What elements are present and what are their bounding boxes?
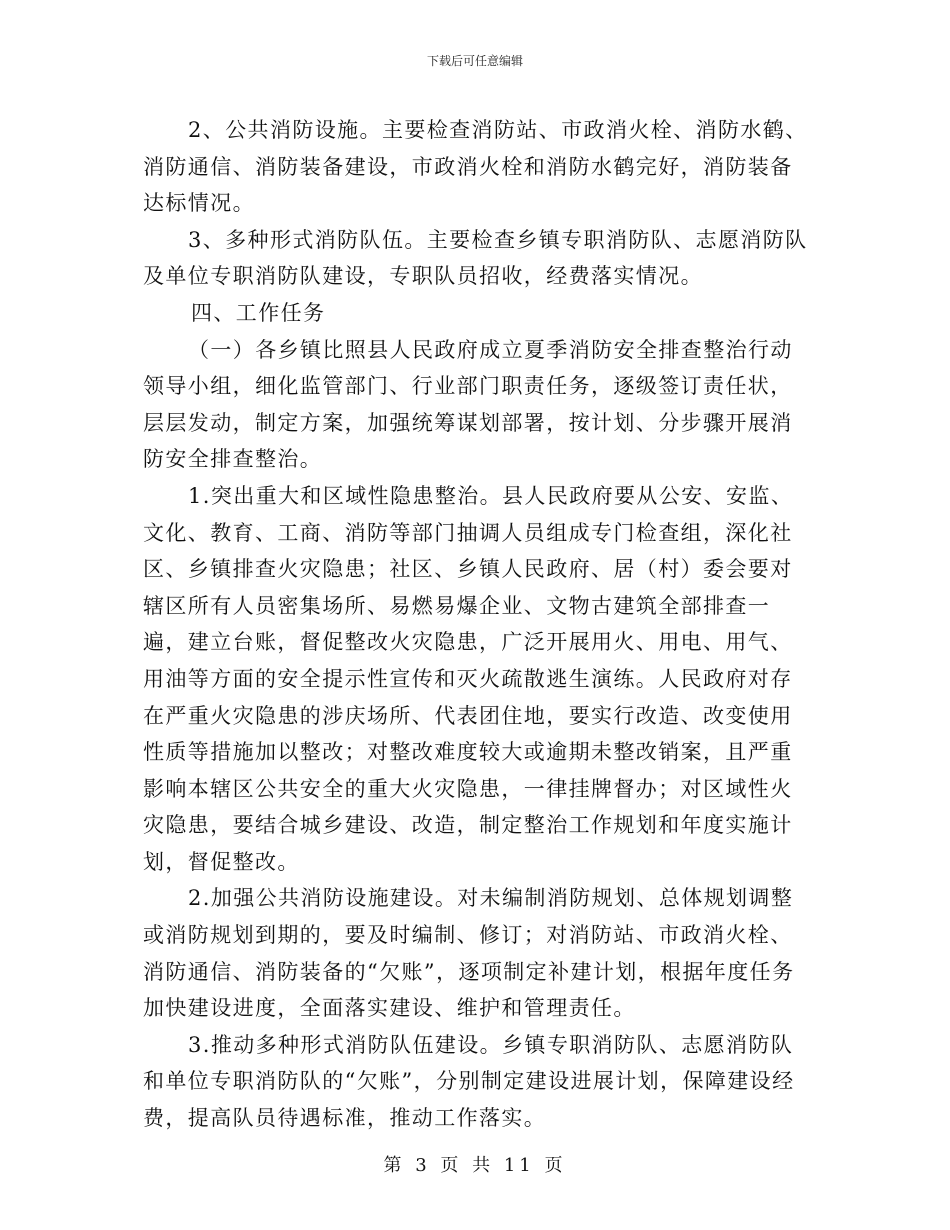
paragraph-hazard-rectification: 1.突出重大和区域性隐患整治。县人民政府要从公安、安监、文化、教育、工商、消防等部门抽调人员组成专门检查组，深化社区、乡镇排查火灾隐患；社区、乡镇人民政府、居（村）委会要对辖区所有人员密集场所、易燃易爆企业、文物古建筑全部排查一遍，建立台账，督促整改火灾隐患，广泛开展用火、用电、用气、用油等方面的安全提示性宣传和灭火疏散逃生演练。人民政府对存在严重火灾隐患的涉庆场所、代表团住地，要实行改造、改变使用性质等措施加以整改；对整改难度较大或逾期未整改销案，且严重影响本辖区公共安全的重大火灾隐患，一律挂牌督办；对区域性火灾隐患，要结合城乡建设、改造，制定整治工作规划和年度实施计划，督促整改。 <box>143 483 794 874</box>
paragraph-township-leadership: （一）各乡镇比照县人民政府成立夏季消防安全排查整治行动领导小组，细化监管部门、行业部门职责任务，逐级签订责任状，层层发动，制定方案，加强统筹谋划部署，按计划、分步骤开展消防安全排查整治。 <box>143 337 793 472</box>
paragraph-team-construction: 3.推动多种形式消防队伍建设。乡镇专职消防队、志愿消防队和单位专职消防队的“欠账”，分别制定建设进展计划，保障建设经费，提高队员待遇标准，推动工作落实。 <box>143 1032 795 1131</box>
paragraph-fire-teams: 3、多种形式消防队伍。主要检查乡镇专职消防队、志愿消防队及单位专职消防队建设，专职队员招收，经费落实情况。 <box>143 227 808 289</box>
page-number-footer: 第 3 页 共 11 页 <box>383 1155 567 1176</box>
section-heading-work-tasks: 四、工作任务 <box>191 300 326 325</box>
page-header: 下载后可任意编辑 <box>426 54 523 68</box>
paragraph-public-facilities: 2、公共消防设施。主要检查消防站、市政消火栓、消防水鹤、消防通信、消防装备建设，市政消火栓和消防水鹤完好，消防装备达标情况。 <box>143 118 808 216</box>
document-body <box>143 112 809 1137</box>
paragraph-facility-construction: 2.加强公共消防设施建设。对未编制消防规划、总体规划调整或消防规划到期的，要及时编制、修订；对消防站、市政消火栓、消防通信、消防装备的“欠账”，逐项制定补建计划，根据年度任务加快建设进度，全面落实建设、维护和管理责任。 <box>143 886 795 1021</box>
